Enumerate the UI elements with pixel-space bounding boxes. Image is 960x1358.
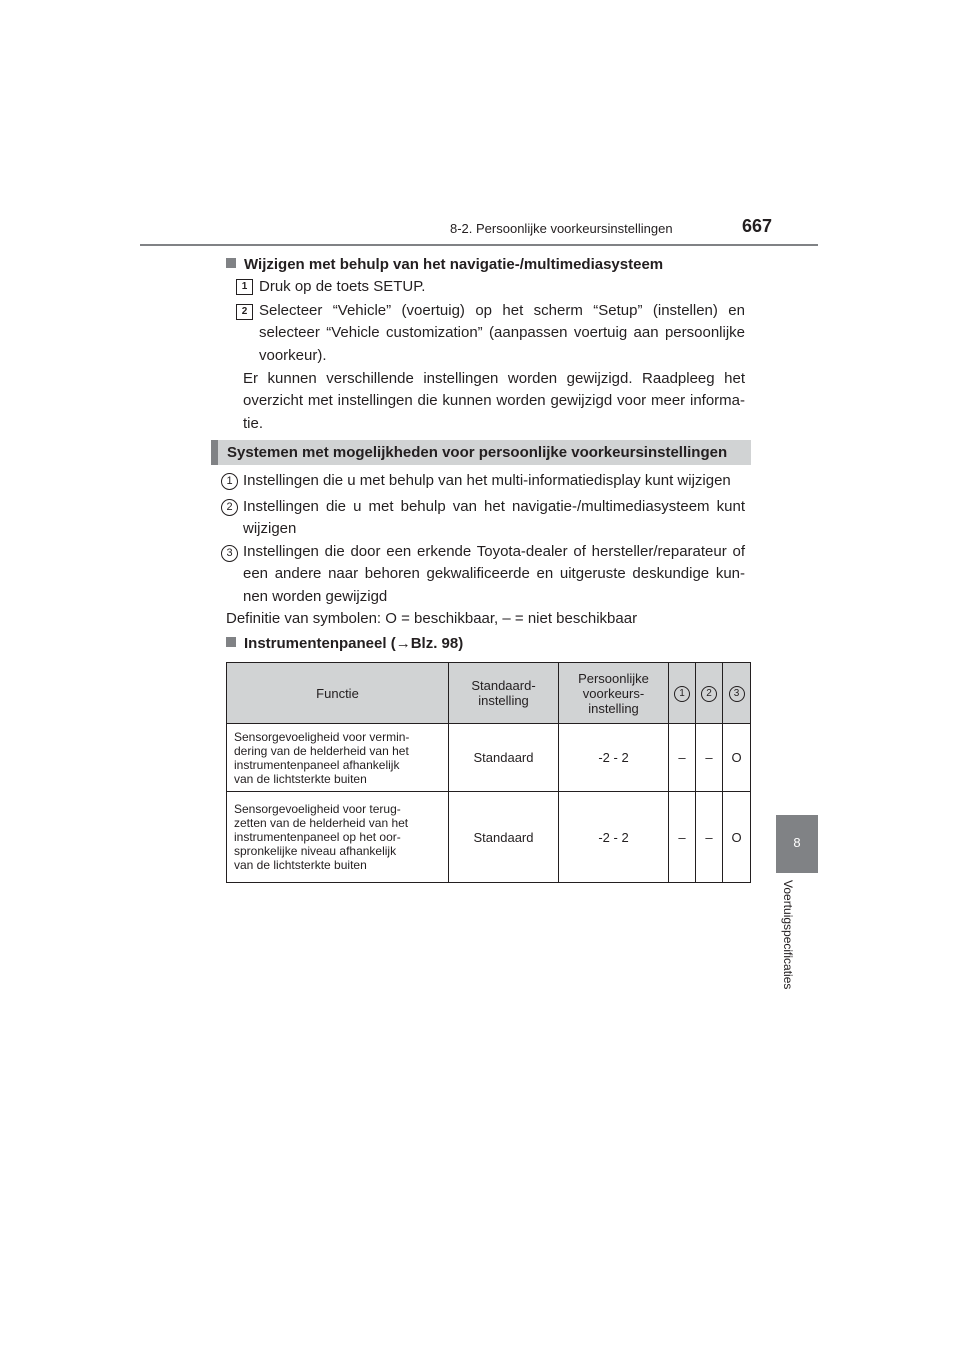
row-1-col-1: –	[669, 724, 696, 792]
note-line-3: tie.	[243, 415, 264, 432]
square-bullet-icon	[226, 637, 236, 647]
symbols-definition: Definitie van symbolen: O = beschikbaar, – = niet beschikbaar	[226, 610, 638, 627]
square-bullet-icon	[226, 258, 236, 268]
row-1-col-2: –	[696, 724, 723, 792]
row-1-standaard: Standaard	[449, 724, 559, 792]
header-standaard: Standaard- instelling	[449, 663, 559, 724]
step-number-2: 2	[236, 304, 253, 320]
header-col-3: 3	[723, 663, 751, 724]
step-2-line-3: voorkeur).	[259, 347, 327, 364]
legend-3-line-2: een andere naar behoren gekwalificeerde en uitgeruste deskundige kun-	[243, 565, 745, 582]
note-line-2: overzicht met instellingen die kunnen worden gewijzigd voor meer informa-	[243, 392, 745, 409]
section-heading-instrument-panel: Instrumentenpaneel (→Blz. 98)	[226, 635, 463, 652]
systems-banner	[211, 440, 751, 465]
header-rule	[140, 244, 818, 246]
row-2-col-2: –	[696, 792, 723, 883]
header-col-2: 2	[696, 663, 723, 724]
step-1-text: Druk op de toets SETUP.	[259, 278, 426, 295]
legend-number-1: 1	[221, 473, 238, 490]
header-col-1: 1	[669, 663, 696, 724]
settings-table	[226, 662, 751, 883]
table-row	[227, 792, 751, 883]
table-header-row	[227, 663, 751, 724]
row-2-col-1: –	[669, 792, 696, 883]
legend-2-line-1: Instellingen die u met behulp van het navigatie-/multimediasysteem kunt	[243, 498, 745, 515]
chapter-tab: 8	[776, 815, 818, 873]
page-number: 667	[742, 216, 773, 236]
row-1-functie: Sensorgevoeligheid voor vermin- dering van de helderheid van het instrumentenpaneel afhankelijk van de lichtsterkte buiten	[227, 724, 449, 792]
section-heading-navigation: Wijzigen met behulp van het navigatie-/multimediasysteem	[226, 256, 663, 273]
section-header: 8-2. Persoonlijke voorkeursinstellingen	[450, 221, 673, 236]
header-persoonlijk: Persoonlijke voorkeurs- instelling	[559, 663, 669, 724]
header-functie: Functie	[227, 663, 449, 724]
legend-number-3: 3	[221, 545, 238, 562]
legend-3-line-1: Instellingen die door een erkende Toyota-dealer of hersteller/reparateur of	[243, 543, 745, 560]
row-1-persoonlijk: -2 - 2	[559, 724, 669, 792]
table-row	[227, 724, 751, 792]
legend-1-text: Instellingen die u met behulp van het multi-informatiedisplay kunt wijzigen	[243, 472, 731, 489]
row-2-persoonlijk: -2 - 2	[559, 792, 669, 883]
chapter-label: Voertuigspecificaties	[781, 880, 795, 990]
row-2-col-3: O	[723, 792, 751, 883]
legend-2-line-2: wijzigen	[243, 520, 297, 537]
note-line-1: Er kunnen verschillende instellingen worden gewijzigd. Raadpleeg het	[243, 370, 745, 387]
legend-number-2: 2	[221, 499, 238, 516]
step-2-line-2: selecteer “Vehicle customization” (aanpassen voertuig aan persoonlijke	[259, 324, 745, 341]
row-1-col-3: O	[723, 724, 751, 792]
row-2-standaard: Standaard	[449, 792, 559, 883]
banner-text: Systemen met mogelijkheden voor persoonlijke voorkeursinstellingen	[227, 444, 728, 461]
legend-3-line-3: nen worden gewijzigd	[243, 588, 388, 605]
row-2-functie: Sensorgevoeligheid voor terug- zetten van de helderheid van het instrumentenpaneel op het oor- spronkelijke niveau afhankelijk van de lichtsterkte buiten	[227, 792, 449, 883]
step-number-1: 1	[236, 279, 253, 295]
step-2-line-1: Selecteer “Vehicle” (voertuig) op het scherm “Setup” (instellen) en	[259, 302, 745, 319]
